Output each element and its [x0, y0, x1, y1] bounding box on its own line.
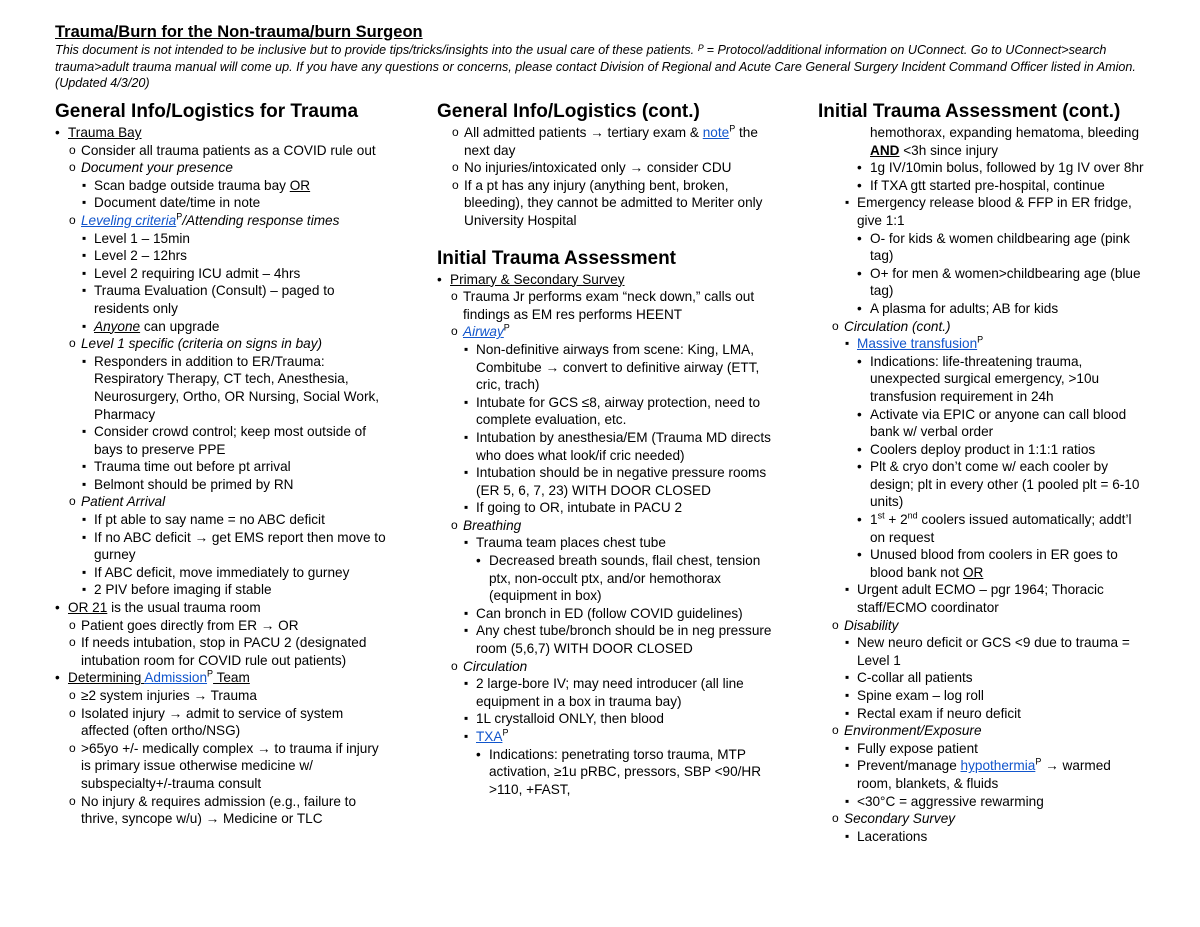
list-item: ▪ Fully expose patient: [844, 740, 1148, 758]
list-item: ▪ 2 PIV before imaging if stable: [81, 581, 390, 599]
list-item: ▪ Intubate for GCS ≤8, airway protection, need to complete evaluation, etc.: [463, 394, 777, 429]
list-item: o Patient Arrival ▪ If pt able to say name = no ABC deficit ▪ If no ABC deficit → get EMS report then move to gurney ▪ If ABC deficit, move immediately to gurney ▪ 2 PIV before imaging if stable: [68, 493, 390, 599]
list-item: o Circulation ▪ 2 large-bore IV; may need introducer (all line equipment in a box in trauma bay) ▪ 1L crystalloid ONLY, then blood ▪ $TXA^P$ • Indications: penetrating torso trauma, MTP activation, ≥1u pRBC, pressors, SBP <90/HR >110, +FAST,: [450, 658, 777, 799]
list-item: o Consider all trauma patients as a COVID rule out: [68, 142, 390, 160]
continued-text: hemothorax, expanding hematoma, bleeding AND <3h since injury: [870, 125, 1140, 158]
list-item: ▪ <30°C = aggressive rewarming: [844, 793, 1148, 811]
list-item: ▪ Intubation by anesthesia/EM (Trauma MD directs who does what look/if cric needed): [463, 429, 777, 464]
list-item: ▪ C-collar all patients: [844, 669, 1148, 687]
section-heading-general-info: General Info/Logistics for Trauma: [55, 101, 359, 122]
list-item: • Indications: life-threatening trauma, unexpected surgical emergency, >10u transfusion requirement in 24h: [857, 353, 1148, 406]
list-item: ▪ Belmont should be primed by RN: [81, 476, 390, 494]
list-item: ▪ Lacerations: [844, 828, 1148, 846]
list-item: • Decreased breath sounds, flail chest, tension ptx, non-occult ptx, and/or hemothorax (equipment in box): [476, 552, 777, 605]
list-item: • Plt & cryo don’t come w/ each cooler by design; plt in every other (1 pooled plt = 6-10 units): [857, 458, 1148, 511]
list-item: ▪ 1L crystalloid ONLY, then blood: [463, 710, 777, 728]
list-item: • 1g IV/10min bolus, followed by 1g IV over 8hr: [857, 159, 1148, 177]
list-item: ▪ Responders in addition to ER/Trauma: Respiratory Therapy, CT tech, Anesthesia, Neurosurgery, Ortho, OR Nursing, Social Work, Pharmacy: [81, 353, 390, 423]
list-item: o Patient goes directly from ER → OR: [68, 617, 390, 635]
list-item: o Leveling criteria$^P$/Attending response times ▪ Level 1 – 15min ▪ Level 2 – 12hrs ▪ Level 2 requiring ICU admit – 4hrs ▪ Trauma Evaluation (Consult) – paged to residents only ▪ Anyone can upgrade: [68, 212, 390, 335]
list-item: ▪ Trauma time out before pt arrival: [81, 458, 390, 476]
list-item: ▪ Intubation should be in negative pressure rooms (ER 5, 6, 7, 23) WITH DOOR CLOSED: [463, 464, 777, 499]
list-item: o No injuries/intoxicated only → consider CDU: [451, 159, 777, 177]
list-item: • Indications: penetrating torso trauma, MTP activation, ≥1u pRBC, pressors, SBP <90/HR >110, +FAST,: [476, 746, 777, 799]
list-item: ▪ Trauma team places chest tube • Decreased breath sounds, flail chest, tension ptx, non-occult ptx, and/or hemothorax (equipment in box): [463, 534, 777, 604]
list-item: o Document your presence ▪ Scan badge outside trauma bay OR ▪ Document date/time in note: [68, 159, 390, 212]
list-item: o Circulation (cont.) ▪ Massive transfusion$^P$ • Indications: life-threatening trauma, unexpected surgical emergency, >10u transfusion requirement in 24h • Activate via EPIC or anyone can call blood bank w/ verbal order • Coolers deploy product in 1:1:1 ratios • Plt & cryo don’t come w/ each cooler by design; plt in every other (1 pooled plt = 6-10 units) • 1st + 2nd coolers issued automatically; addt’l on request • Unused blood from coolers in ER goes to blood bank not OR ▪ Urgent adult ECMO – pgr 1964; Thoracic staff/ECMO coordinator: [831, 318, 1148, 617]
list-item: • Unused blood from coolers in ER goes to blood bank not OR: [857, 546, 1148, 581]
document-intro: This document is not intended to be inclusive but to provide tips/tricks/insights into the usual care of these patients. ᴾ = Protocol/additional information on UConnect. Go to UConnect>search trauma>adult trauma manual will come up. If you have any questions or concerns, please contact Division of Regional and Acute Care General Surgery Incident Command Officer listed in Amion. (Updated 4/3/20): [55, 43, 1136, 90]
list-item: o All admitted patients → tertiary exam & note$^P$ the next day: [451, 124, 777, 159]
list-item: ▪ Level 1 – 15min: [81, 230, 390, 248]
list-item: • Trauma Bay o Consider all trauma patients as a COVID rule out o Document your presence ▪ Scan badge outside trauma bay OR ▪ Document date/time in note o Leveling criteria$^P$/Attending response times ▪ Level 1 – 15min ▪ Level 2 – 12hrs ▪ Level 2 requiring ICU admit – 4hrs ▪ Trauma Evaluation (Consult) – paged to residents only ▪ Anyone can upgrade o Level 1 specific (criteria on signs in bay) ▪ Responders in addition to ER/Trauma: Respiratory Therapy, CT tech, Anesthesia, Neurosurgery, Ortho, OR Nursing, Social Work, Pharmacy ▪ Consider crowd control; keep most outside of bays to preserve PPE ▪ Trauma time out before pt arrival ▪ Belmont should be primed by RN o Patient Arrival ▪ If pt able to say name = no ABC deficit ▪ If no ABC deficit → get EMS report then move to gurney ▪ If ABC deficit, move immediately to gurney ▪ 2 PIV before imaging if stable: [55, 124, 390, 599]
list-item: o Airway$^P$ ▪ Non-definitive airways from scene: King, LMA, Combitube → convert to definitive airway (ETT, cric, trach) ▪ Intubate for GCS ≤8, airway protection, need to complete evaluation, etc. ▪ Intubation by anesthesia/EM (Trauma MD directs who does what look/if cric needed) ▪ Intubation should be in negative pressure rooms (ER 5, 6, 7, 23) WITH DOOR CLOSED ▪ If going to OR, intubate in PACU 2: [450, 323, 777, 517]
list-item: o ≥2 system injuries → Trauma: [68, 687, 390, 705]
list-item: ▪ $TXA^P$ • Indications: penetrating torso trauma, MTP activation, ≥1u pRBC, pressors, SBP <90/HR >110, +FAST,: [463, 728, 777, 798]
list-item: ▪ If pt able to say name = no ABC deficit: [81, 511, 390, 529]
list-item: o Breathing ▪ Trauma team places chest tube • Decreased breath sounds, flail chest, tension ptx, non-occult ptx, and/or hemothorax (equipment in box) ▪ Can bronch in ED (follow COVID guidelines) ▪ Any chest tube/bronch should be in neg pressure room (5,6,7) WITH DOOR CLOSED: [450, 517, 777, 658]
list-item: ▪ Level 2 – 12hrs: [81, 247, 390, 265]
list-item: o Environment/Exposure ▪ Fully expose patient ▪ Prevent/manage hypothermia$^P$ → warmed room, blankets, & fluids ▪ <30°C = aggressive rewarming: [831, 722, 1148, 810]
list-item: ▪ Scan badge outside trauma bay OR: [81, 177, 390, 195]
list-item: • O+ for men & women>childbearing age (blue tag): [857, 265, 1148, 300]
list-item: o >65yo +/- medically complex → to trauma if injury is primary issue otherwise medicine w/ subspecialty+/-trauma consult: [68, 740, 390, 793]
list-item: ▪ 2 large-bore IV; may need introducer (all line equipment in a box in trauma bay): [463, 675, 777, 710]
column-1: [55, 100, 390, 828]
list-item: o Isolated injury → admit to service of system affected (often ortho/NSG): [68, 705, 390, 740]
list-item: • Determining Admission$^P$ Team o ≥2 system injuries → Trauma o Isolated injury → admit to service of system affected (often ortho/NSG) o >65yo +/- medically complex → to trauma if injury is primary issue otherwise medicine w/ subspecialty+/-trauma consult o No injury & requires admission (e.g., failure to thrive, syncope w/u) → Medicine or TLC: [55, 669, 390, 827]
note-link[interactable]: note: [702, 125, 730, 140]
list-item: o If a pt has any injury (anything bent, broken, bleeding), they cannot be admitted to Meriter only University Hospital: [451, 177, 777, 230]
list-item: ▪ Any chest tube/bronch should be in neg pressure room (5,6,7) WITH DOOR CLOSED: [463, 622, 777, 657]
list-item: ▪ Urgent adult ECMO – pgr 1964; Thoracic staff/ECMO coordinator: [844, 581, 1148, 616]
list-item: o Secondary Survey ▪ Lacerations: [831, 810, 1148, 845]
list-item: ▪ Emergency release blood & FFP in ER fridge, give 1:1 • O- for kids & women childbearing age (pink tag) • O+ for men & women>childbearing age (blue tag) • A plasma for adults; AB for kids: [844, 194, 1148, 317]
list-item: o Disability ▪ New neuro deficit or GCS <9 due to trauma = Level 1 ▪ C-collar all patients ▪ Spine exam – log roll ▪ Rectal exam if neuro deficit: [831, 617, 1148, 723]
list-item: o Trauma Jr performs exam “neck down,” calls out findings as EM res performs HEENT: [450, 288, 777, 323]
document-title: Trauma/Burn for the Non-trauma/burn Surgeon: [55, 23, 423, 41]
list-item: ▪ Can bronch in ED (follow COVID guidelines): [463, 605, 777, 623]
list-item: o Level 1 specific (criteria on signs in bay) ▪ Responders in addition to ER/Trauma: Respiratory Therapy, CT tech, Anesthesia, Neurosurgery, Ortho, OR Nursing, Social Work, Pharmacy ▪ Consider crowd control; keep most outside of bays to preserve PPE ▪ Trauma time out before pt arrival ▪ Belmont should be primed by RN: [68, 335, 390, 493]
list-item: ▪ Trauma Evaluation (Consult) – paged to residents only: [81, 282, 390, 317]
list-item: • OR 21 is the usual trauma room o Patient goes directly from ER → OR o If needs intubation, stop in PACU 2 (designated intubation room for COVID rule out patients): [55, 599, 390, 669]
list-item: • Coolers deploy product in 1:1:1 ratios: [857, 441, 1148, 459]
leveling-criteria-link[interactable]: Leveling criteria: [81, 212, 177, 228]
list-item: ▪ Consider crowd control; keep most outside of bays to preserve PPE: [81, 423, 390, 458]
list-item: ▪ Massive transfusion$^P$ • Indications: life-threatening trauma, unexpected surgical emergency, >10u transfusion requirement in 24h • Activate via EPIC or anyone can call blood bank w/ verbal order • Coolers deploy product in 1:1:1 ratios • Plt & cryo don’t come w/ each cooler by design; plt in every other (1 pooled plt = 6-10 units) • 1st + 2nd coolers issued automatically; addt’l on request • Unused blood from coolers in ER goes to blood bank not OR: [844, 335, 1148, 581]
list-item: • 1st + 2nd coolers issued automatically; addt’l on request: [857, 511, 1148, 546]
list-item: ▪ Rectal exam if neuro deficit: [844, 705, 1148, 723]
list-item: ▪ Level 2 requiring ICU admit – 4hrs: [81, 265, 390, 283]
list-item: • Primary & Secondary Survey o Trauma Jr performs exam “neck down,” calls out findings as EM res performs HEENT o Airway$^P$ ▪ Non-definitive airways from scene: King, LMA, Combitube → convert to definitive airway (ETT, cric, trach) ▪ Intubate for GCS ≤8, airway protection, need to complete evaluation, etc. ▪ Intubation by anesthesia/EM (Trauma MD directs who does what look/if cric needed) ▪ Intubation should be in negative pressure rooms (ER 5, 6, 7, 23) WITH DOOR CLOSED ▪ If going to OR, intubate in PACU 2 o Breathing ▪ Trauma team places chest tube • Decreased breath sounds, flail chest, tension ptx, non-occult ptx, and/or hemothorax (equipment in box) ▪ Can bronch in ED (follow COVID guidelines) ▪ Any chest tube/bronch should be in neg pressure room (5,6,7) WITH DOOR CLOSED o Circulation ▪ 2 large-bore IV; may need introducer (all line equipment in a box in trauma bay) ▪ 1L crystalloid ONLY, then blood ▪ $TXA^P$ • Indications: penetrating torso trauma, MTP activation, ≥1u pRBC, pressors, SBP <90/HR >110, +FAST,: [437, 271, 777, 799]
list-item: o No injury & requires admission (e.g., failure to thrive, syncope w/u) → Medicine or TLC: [68, 793, 390, 828]
list-item: ▪ Document date/time in note: [81, 194, 390, 212]
list-item: • O- for kids & women childbearing age (pink tag): [857, 230, 1148, 265]
list-item: ▪ Spine exam – log roll: [844, 687, 1148, 705]
list-item: ▪ If going to OR, intubate in PACU 2: [463, 499, 777, 517]
column-2: [437, 100, 777, 798]
list-item: ▪ New neuro deficit or GCS <9 due to trauma = Level 1: [844, 634, 1148, 669]
hypothermia-link[interactable]: hypothermia: [960, 758, 1036, 774]
list-item: ▪ If ABC deficit, move immediately to gurney: [81, 564, 390, 582]
massive-transfusion-link[interactable]: Massive transfusion: [857, 336, 978, 352]
list-item: ▪ Prevent/manage hypothermia$^P$ → warmed room, blankets, & fluids: [844, 757, 1148, 792]
admission-link[interactable]: Admission: [144, 670, 208, 686]
section-heading-initial-assessment: Initial Trauma Assessment: [437, 247, 677, 269]
columns: [55, 100, 1145, 920]
list-item: ▪ Anyone can upgrade: [81, 318, 390, 336]
list-item: • A plasma for adults; AB for kids: [857, 300, 1148, 318]
list-item: o If needs intubation, stop in PACU 2 (designated intubation room for COVID rule out patients): [68, 634, 390, 669]
section-heading-initial-assessment-cont: Initial Trauma Assessment (cont.): [818, 101, 1121, 122]
list-item: • Activate via EPIC or anyone can call blood bank w/ verbal order: [857, 406, 1148, 441]
column-3: [818, 100, 1148, 845]
list-item: ▪ Non-definitive airways from scene: King, LMA, Combitube → convert to definitive airway (ETT, cric, trach): [463, 341, 777, 394]
section-heading-general-info-cont: General Info/Logistics (cont.): [437, 101, 700, 122]
list-item: ▪ If no ABC deficit → get EMS report then move to gurney: [81, 529, 390, 564]
list-item: • If TXA gtt started pre-hospital, continue: [857, 177, 1148, 195]
txa-link[interactable]: TXA: [476, 729, 503, 744]
airway-link[interactable]: Airway: [463, 324, 504, 340]
document-page: [55, 22, 1145, 844]
